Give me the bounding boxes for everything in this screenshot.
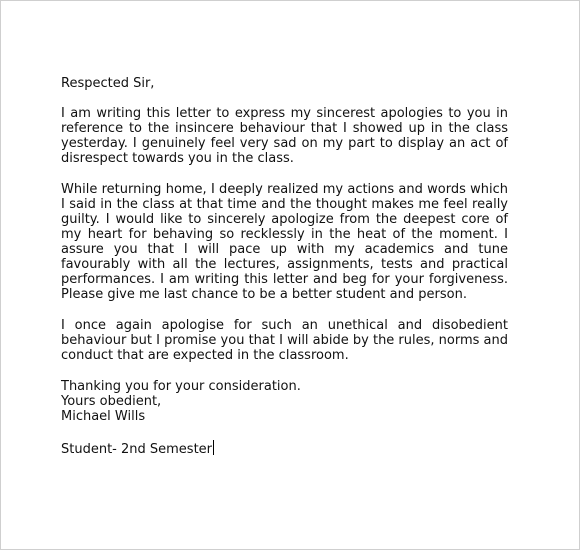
designation-text: Student- 2nd Semester [61, 442, 213, 457]
closing-sign-off: Yours obedient, [61, 394, 162, 409]
paragraph-apology: I am writing this letter to express my sincerest apologies to you in reference to the insincere behaviour that I showed up in the class yesterday. I genuinely feel very sad on my part to display an act of disrespect towards you in the class. [61, 106, 508, 166]
letter-body [61, 76, 508, 457]
signer-name: Michael Wills [61, 409, 146, 424]
salutation: Respected Sir, [61, 76, 155, 91]
paragraph-promise: I once again apologise for such an unethical and disobedient behaviour but I promise you that I will abide by the rules, norms and conduct that are expected in the classroom. [61, 318, 509, 363]
text-cursor [213, 440, 214, 455]
paragraph-reflection: While returning home, I deeply realized my actions and words which I said in the class at that time and the thought makes me feel really guilty. I would like to sincerely apologize from the deepest core of my heart for behaving so recklessly in the heat of the moment. I assure you that I will pace up with my academics and tune favourably with all the lectures, assignments, tests and practical performances. I am writing this letter and beg for your forgiveness. Please give me last chance to be a better student and person. [61, 182, 508, 302]
closing-block [61, 379, 508, 424]
closing-thanks: Thanking you for your consideration. [61, 379, 301, 394]
designation-line[interactable] [61, 440, 508, 457]
